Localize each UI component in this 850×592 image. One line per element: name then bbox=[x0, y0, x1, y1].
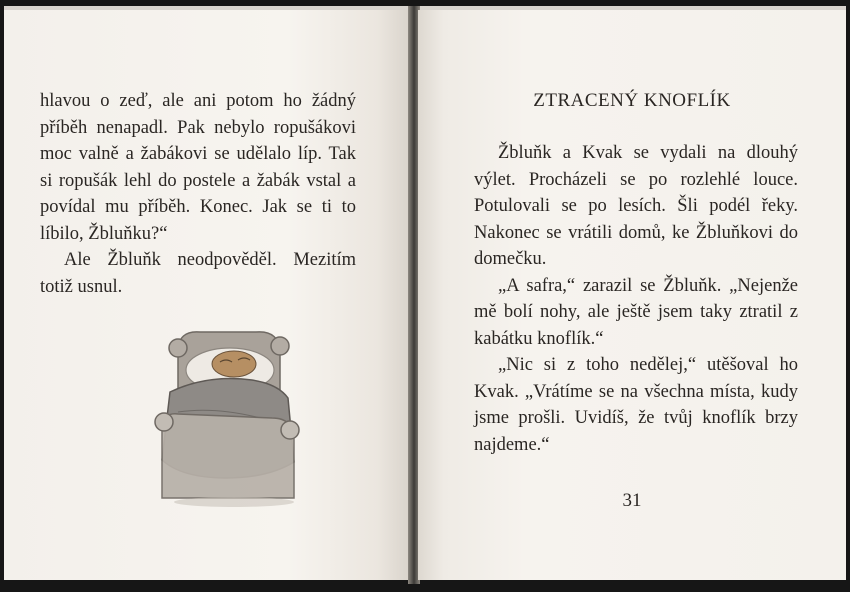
right-page bbox=[418, 10, 846, 580]
right-page-text bbox=[474, 140, 798, 458]
left-paragraph-2: Ale Žbluňk neodpověděl. Mezitím totiž usnul. bbox=[40, 250, 356, 297]
left-page bbox=[4, 10, 410, 580]
right-paragraph-3: „Nic si z toho nedělej,“ utěšoval ho Kvak. „Vrátíme se na všechna místa, kudy jsme prošli. Uvidíš, že tvůj knoflík brzy najdeme.“ bbox=[474, 355, 798, 455]
page-number: 31 bbox=[622, 490, 642, 511]
right-paragraph-2: „A safra,“ zarazil se Žbluňk. „Nejenže mě bolí nohy, ale ještě jsem taky ztratil z kabátku knoflík.“ bbox=[474, 275, 798, 349]
chapter-title: ZTRACENÝ KNOFLÍK bbox=[533, 90, 731, 111]
left-page-text bbox=[40, 88, 356, 300]
right-paragraph-1: Žbluňk a Kvak se vydali na dlouhý výlet. Procházeli se po rozlehlé louce. Potulovali se po lesích. Šli podél řeky. Nakonec se vrátili domů, ke Žbluňkovi do domečku. bbox=[474, 143, 798, 269]
left-paragraph-1: hlavou o zeď, ale ani potom ho žádný příběh nenapadl. Pak nebylo ropušákovi moc valně a žabákovi se udělalo líp. Tak si ropušák lehl do postele a žabák vstal a povídal mu příběh. Konec. Jak se ti to líbilo, Žbluňku?“ bbox=[40, 91, 356, 244]
sleeping-toad-in-bed-illustration bbox=[148, 322, 304, 508]
